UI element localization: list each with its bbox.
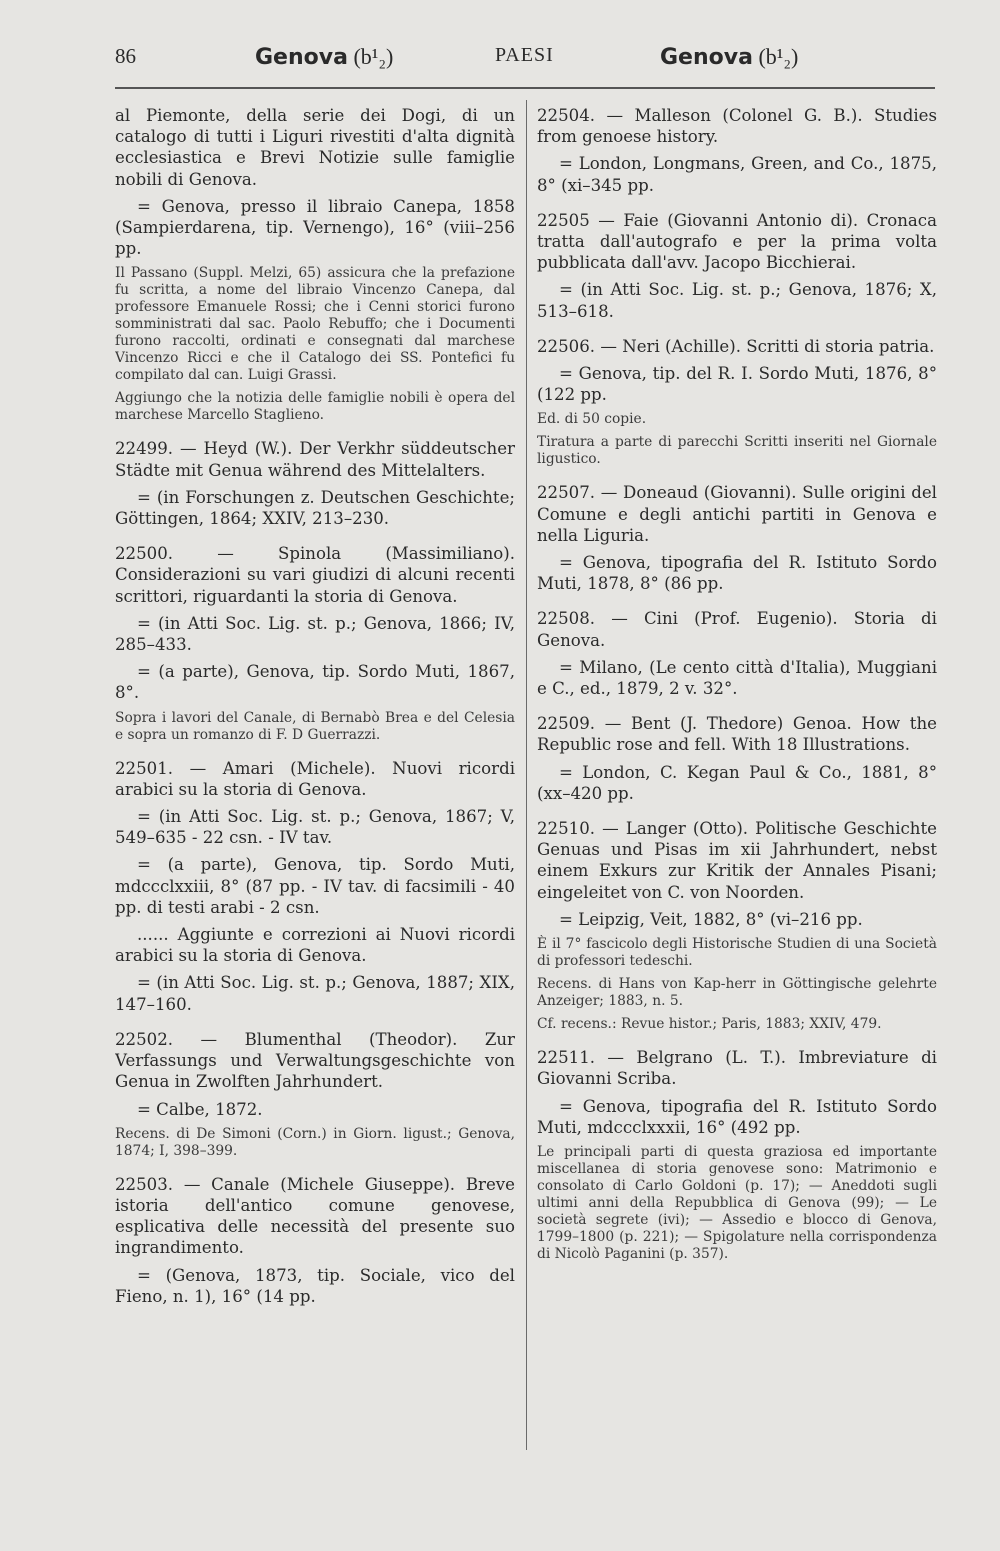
entry-note: Cf. recens.: Revue histor.; Paris, 1883; XXIV, 479. bbox=[537, 1016, 882, 1033]
header-rule bbox=[115, 87, 935, 89]
entry-detail: = Genova, tip. del R. I. Sordo Muti, 1876, 8° (122 pp. bbox=[537, 364, 937, 405]
bibliography-entry: 22499. — Heyd (W.). Der Verkhr süddeutscher Städte mit Genua während des Mittelalters. bbox=[115, 439, 515, 480]
paragraph-gap bbox=[115, 1015, 515, 1029]
header-left-title: Genova bbox=[255, 45, 348, 70]
paragraph-gap bbox=[115, 424, 515, 438]
bibliography-entry: 22510. — Langer (Otto). Politische Geschichte Genuas und Pisas im xii Jahrhundert, nebst einem Exkurs zur Kritik der Annales Pisani; eingeleitet von C. von Noorden. bbox=[537, 819, 937, 902]
header-right-sub: (b¹₂) bbox=[758, 44, 799, 69]
bibliography-entry: 22505 — Faie (Giovanni Antonio di). Cronaca tratta dall'autografo e per la prima volta pubblicata dall'avv. Jacopo Bicchierai. bbox=[537, 210, 937, 273]
header-right-title: Genova bbox=[660, 45, 753, 70]
entry-note: Recens. di De Simoni (Corn.) in Giorn. ligust.; Genova, 1874; I, 398–399. bbox=[115, 1125, 515, 1159]
entry-detail: = Genova, presso il libraio Canepa, 1858 (Sampierdarena, tip. Vernengo), 16° (viii–256 pp. bbox=[115, 196, 515, 259]
entry-detail: = London, Longmans, Green, and Co., 1875, 8° (xi–345 pp. bbox=[537, 154, 937, 195]
header-left-sub: (b¹₂) bbox=[353, 44, 394, 69]
entry-detail: ...... Aggiunte e correzioni ai Nuovi ricordi arabici su la storia di Genova. bbox=[115, 925, 515, 966]
left-column bbox=[115, 105, 515, 1465]
entry-detail: = Genova, tipografia del R. Istituto Sordo Muti, mdccclxxxii, 16° (492 pp. bbox=[537, 1096, 937, 1137]
header-left bbox=[255, 44, 393, 70]
bibliography-entry: 22508. — Cini (Prof. Eugenio). Storia di Genova. bbox=[537, 609, 937, 650]
entry-detail: = (in Atti Soc. Lig. st. p.; Genova, 1866; IV, 285–433. bbox=[115, 613, 515, 655]
entry-detail: = (a parte), Genova, tip. Sordo Muti, mdccclxxiii, 8° (87 pp. - IV tav. di facsimili - 40 pp. di testi arabi - 2 csn. bbox=[115, 855, 515, 917]
entry-detail: = London, C. Kegan Paul & Co., 1881, 8° (xx–420 pp. bbox=[537, 762, 937, 803]
entry-note: Aggiungo che la notizia delle famiglie nobili è opera del marchese Marcello Staglieno. bbox=[115, 390, 515, 424]
entry-detail: = Calbe, 1872. bbox=[137, 1099, 263, 1119]
paragraph-gap bbox=[537, 468, 937, 482]
right-column bbox=[537, 105, 937, 1465]
paragraph-gap bbox=[115, 744, 515, 758]
header-center: PAESI bbox=[495, 44, 554, 66]
entry-note: Recens. di Hans von Kap-herr in Göttingische gelehrte Anzeiger; 1883, n. 5. bbox=[537, 976, 937, 1010]
entry-detail: = (Genova, 1873, tip. Sociale, vico del Fieno, n. 1), 16° (14 pp. bbox=[115, 1265, 515, 1306]
entry-note: Sopra i lavori del Canale, di Bernabò Brea e del Celesia e sopra un romanzo di F. D Guerrazzi. bbox=[115, 709, 515, 743]
running-header bbox=[115, 40, 930, 80]
entry-detail: = (a parte), Genova, tip. Sordo Muti, 1867, 8°. bbox=[115, 662, 515, 703]
page-number: 86 bbox=[115, 44, 136, 68]
entry-note: Le principali parti di questa graziosa ed importante miscellanea di storia genovese sono: Matrimonio e consolato di Carlo Goldoni (p. 17); — Aneddoti sugli ultimi anni della Repubblica di Genova (99); — Le società segrete (ivi); — Assedio e blocco di Genova, 1799–1800 (p. 221); — Spigolature nella corrispondenza di Nicolò Paganini (p. 357). bbox=[537, 1143, 937, 1262]
bibliography-entry: 22506. — Neri (Achille). Scritti di storia patria. bbox=[537, 336, 935, 356]
paragraph-gap bbox=[537, 196, 937, 210]
entry-detail: = (in Atti Soc. Lig. st. p.; Genova, 1867; V, 549–635 - 22 csn. - IV tav. bbox=[115, 807, 515, 848]
paragraph-gap bbox=[537, 594, 937, 608]
paragraph-gap bbox=[537, 804, 937, 818]
bibliography-entry: 22507. — Doneaud (Giovanni). Sulle origini del Comune e degli antichi partiti in Genova e nella Liguria. bbox=[537, 483, 937, 545]
entry-detail: = Milano, (Le cento città d'Italia), Muggiani e C., ed., 1879, 2 v. 32°. bbox=[537, 657, 937, 699]
bibliography-entry: 22500. — Spinola (Massimiliano). Considerazioni su vari giudizi di alcuni recenti scrittori, riguardanti la storia di Genova. bbox=[115, 544, 515, 606]
paragraph-gap bbox=[115, 529, 515, 543]
entry-detail: = (in Atti Soc. Lig. st. p.; Genova, 1876; X, 513–618. bbox=[537, 280, 937, 321]
bibliography-entry: 22502. — Blumenthal (Theodor). Zur Verfassungs und Verwaltungsgeschichte von Genua in Zwolften Jahrhundert. bbox=[115, 1029, 515, 1092]
bibliography-entry: 22504. — Malleson (Colonel G. B.). Studies from genoese history. bbox=[537, 106, 937, 147]
bibliography-entry: 22511. — Belgrano (L. T.). Imbreviature di Giovanni Scriba. bbox=[537, 1048, 937, 1089]
column-divider bbox=[526, 100, 527, 1450]
paragraph-gap bbox=[537, 322, 937, 336]
entry-detail: = (in Forschungen z. Deutschen Geschichte; Göttingen, 1864; XXIV, 213–230. bbox=[115, 487, 515, 529]
entry-detail: = Genova, tipografia del R. Istituto Sordo Muti, 1878, 8° (86 pp. bbox=[537, 553, 937, 594]
paragraph-gap bbox=[115, 1160, 515, 1174]
entry-note: Il Passano (Suppl. Melzi, 65) assicura che la prefazione fu scritta, a nome del libraio Vincenzo Canepa, dal professore Emanuele Rossi; che i Cenni storici furono somministrati dal sac. Paolo Rebuffo; che i Documenti furono raccolti, ordinati e consegnati dal marchese Vincenzo Ricci e che il Catalogo dei SS. Pontefici fu compilato dal can. Luigi Grassi. bbox=[115, 265, 515, 384]
bibliography-entry: 22503. — Canale (Michele Giuseppe). Breve istoria dell'antico comune genovese, esplicativa delle necessità del presente suo ingrandimento. bbox=[115, 1174, 515, 1258]
entry-note: È il 7° fascicolo degli Historische Studien di una Società di professori tedeschi. bbox=[537, 936, 937, 970]
entry-detail: al Piemonte, della serie dei Dogi, di un catalogo di tutti i Liguri rivestiti d'alta dignità ecclesiastica e Brevi Notizie sulle famiglie nobili di Genova. bbox=[115, 106, 515, 189]
header-right bbox=[660, 44, 798, 70]
entry-note: Tiratura a parte di parecchi Scritti inseriti nel Giornale ligustico. bbox=[537, 434, 937, 468]
paragraph-gap bbox=[537, 1033, 937, 1047]
bibliography-entry: 22501. — Amari (Michele). Nuovi ricordi arabici su la storia di Genova. bbox=[115, 758, 515, 799]
entry-detail: = Leipzig, Veit, 1882, 8° (vi–216 pp. bbox=[559, 909, 863, 929]
paragraph-gap bbox=[537, 699, 937, 713]
entry-detail: = (in Atti Soc. Lig. st. p.; Genova, 1887; XIX, 147–160. bbox=[115, 973, 515, 1014]
bibliography-entry: 22509. — Bent (J. Thedore) Genoa. How the Republic rose and fell. With 18 Illustrations. bbox=[537, 714, 937, 755]
entry-note: Ed. di 50 copie. bbox=[537, 411, 647, 428]
